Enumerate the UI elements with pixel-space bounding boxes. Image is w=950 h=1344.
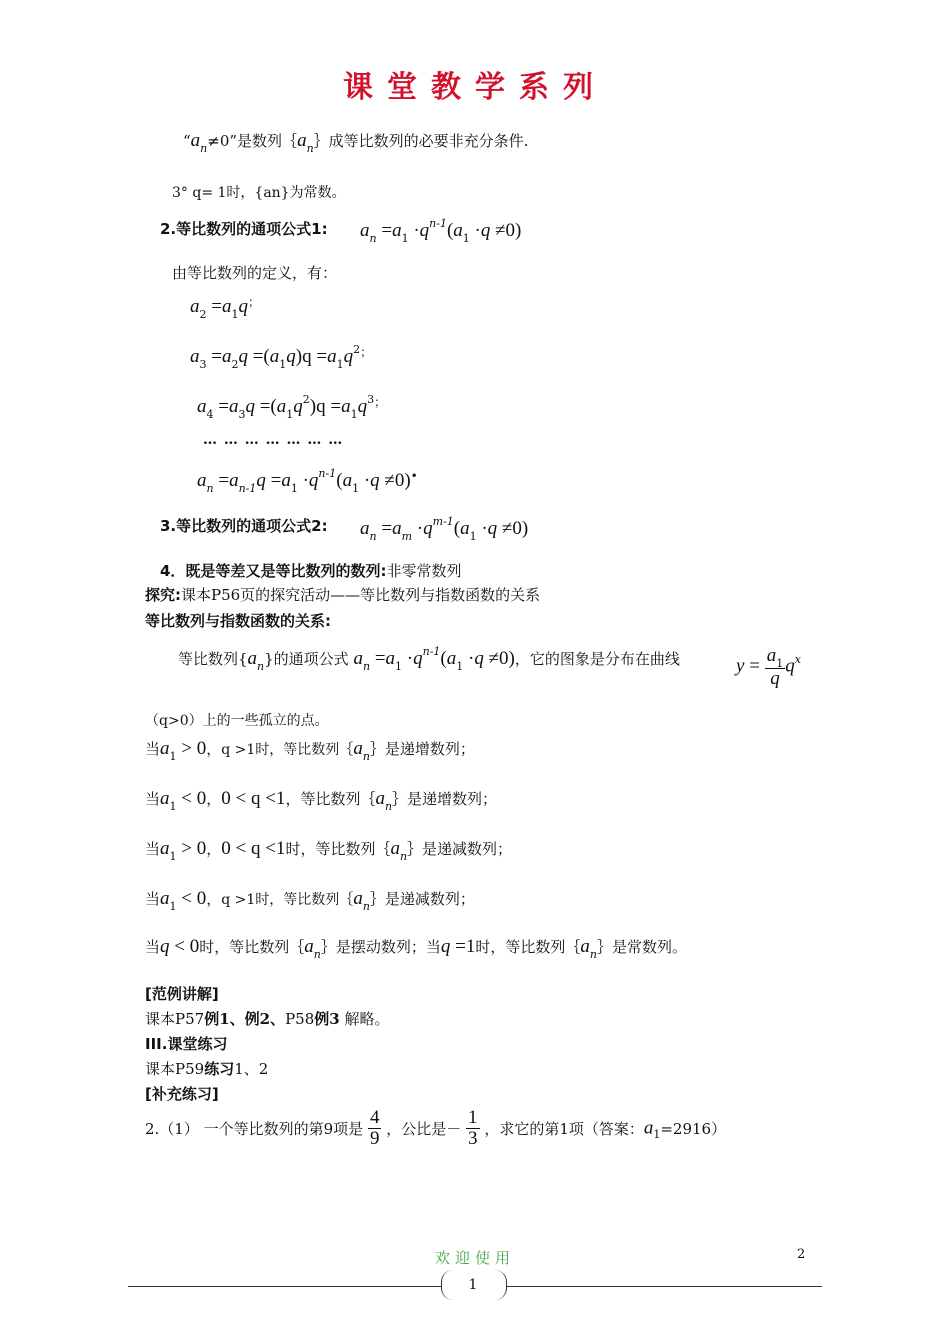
case-3: 当$a_1 > 0$，0 < q <1时，等比数列$\{a_n\}$是递减数列； — [145, 838, 513, 863]
derivation-an: $a_n =a_{n-1}q =a_1 \cdot q^{n-1}(a_1 \cdot q \ne 0)^•$ — [197, 467, 418, 495]
relation-heading: 等比数列与指数函数的关系: — [145, 612, 331, 630]
isolated-points-line: （q>0）上的一些孤立的点。 — [145, 713, 329, 729]
formula-general-term-1: $a_n =a_1 \cdot q^{n-1}(a_1 \cdot q \ne 0)$ — [360, 217, 522, 245]
footer-welcome: 欢迎使用 — [434, 1249, 515, 1267]
page-number-right: 2 — [797, 1247, 806, 1262]
definition-intro: 由等比数列的定义，有： — [172, 264, 338, 282]
page-title: 课堂教学系列 — [343, 70, 607, 105]
fraction-one-third: $\frac{1}{3}$ — [468, 1107, 478, 1149]
page-number-center: 1 — [468, 1277, 478, 1293]
case-4: 当$a_1 < 0$，q >1时，等比数列$\{a_n\}$是递减数列； — [145, 888, 475, 913]
fraction-four-ninths: $\frac{4}{9}$ — [369, 1107, 380, 1149]
explore-line: 探究:课本P56页的探究活动——等比数列与指数函数的关系 — [145, 586, 541, 604]
derivation-ellipsis: … … … … … … … — [203, 432, 344, 448]
supplement-heading: [补充练习] — [145, 1085, 219, 1103]
case-2: 当$a_1 < 0$，0 < q <1，等比数列$\{a_n\}$是递增数列； — [145, 788, 498, 813]
examples-heading: [范例讲解] — [145, 985, 219, 1003]
formula-general-term-2: $a_n =a_m \cdot q^{m-1}(a_1 \cdot q \ne 0)$ — [360, 515, 529, 543]
practice-heading: III.课堂练习 — [145, 1035, 228, 1053]
curve-fraction: $\frac{a_1}{q}$ — [766, 645, 784, 689]
section-2-heading: 2.等比数列的通项公式1: — [160, 220, 328, 238]
case-5: 当q < 0时，等比数列$\{a_n\}$是摆动数列；当q =1时，等比数列$\{a_n\}$是常数列。 — [145, 936, 687, 961]
derivation-a2: $a_2 =a_1q^;$ — [190, 295, 260, 321]
derivation-a3: $a_3 =a_2q =(a_1q)q =a_1q^{2;}$ — [190, 343, 373, 371]
relation-paragraph: 等比数列$\{a_n\}$的通项公式 $a_n =a_1 \cdot q^{n-1}(a_1 \cdot q \ne 0)$，它的图象是分布在曲线 — [178, 645, 680, 673]
section-3-heading: 3.等比数列的通项公式2: — [160, 517, 328, 535]
curve-formula: y = $\frac{a_1}{q}$ $q^x$ — [736, 645, 801, 689]
practice-line: 课本P59练习1、2 — [145, 1060, 269, 1078]
supplement-question: 2.（1） 一个等比数列的第9项是 $\frac{4}{9}$ ，公比是－ $\frac{1}{3}$ ，求它的第1项（答案：$a_1=2916$） — [145, 1107, 727, 1149]
examples-line: 课本P57例1、例2、P58例3 解略。 — [145, 1010, 390, 1028]
line-q-equals-1: 3° q= 1时，{an}为常数。 — [172, 185, 346, 201]
section-4: 4．既是等差又是等比数列的数列:非零常数列 — [160, 562, 462, 580]
case-1: 当$a_1 > 0$，q >1时，等比数列$\{a_n\}$是递增数列； — [145, 738, 475, 763]
line-necessary-condition: “$a_n\ne 0$”是数列$\{a_n\}$成等比数列的必要非充分条件. — [183, 130, 529, 155]
derivation-a4: $a_4 =a_3q =(a_1q^2)q =a_1q^{3;}$ — [197, 393, 387, 421]
